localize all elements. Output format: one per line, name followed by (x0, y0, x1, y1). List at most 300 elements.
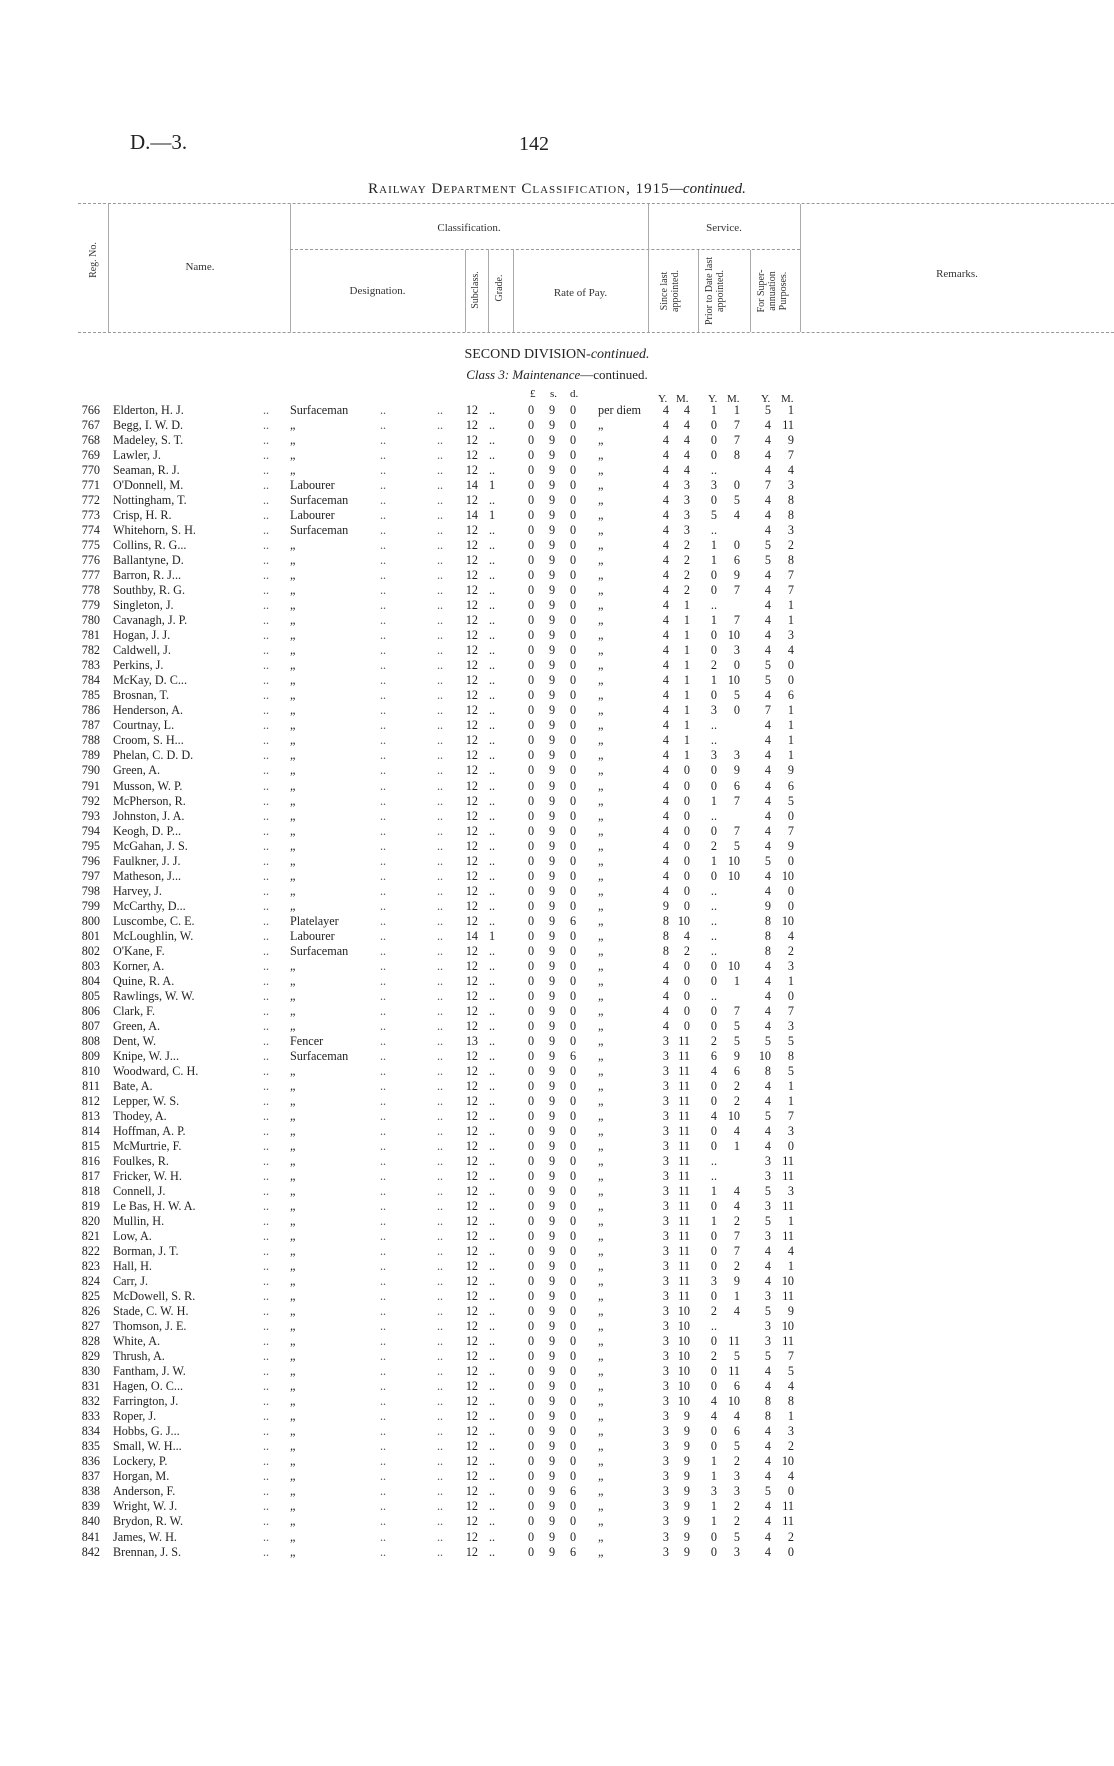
reg-no: 827 (81, 1319, 100, 1334)
leader-dots: .. (380, 1544, 387, 1559)
rate-shillings: 9 (549, 1379, 556, 1394)
prior-months: 9 (733, 568, 740, 583)
super-years: 4 (764, 1469, 771, 1484)
name: Croom, S. H... (113, 733, 184, 748)
since-months: 0 (683, 823, 690, 838)
rate-pounds: 0 (528, 523, 535, 538)
rate-shillings: 9 (549, 988, 556, 1003)
subclass: 12 (465, 883, 478, 898)
unit-pence: d. (570, 388, 579, 400)
since-months: 1 (683, 658, 690, 673)
since-years: 3 (662, 1214, 669, 1229)
rate-pounds: 0 (528, 1364, 535, 1379)
super-years: 5 (764, 1108, 771, 1123)
since-months: 3 (683, 493, 690, 508)
leader-dots: .. (380, 1003, 387, 1018)
subclass: 12 (465, 1454, 478, 1469)
name: Johnston, J. A. (113, 808, 185, 823)
grade: 1 (489, 928, 496, 943)
name: Hagen, O. C... (113, 1379, 184, 1394)
rate-period: „ (598, 1033, 604, 1048)
rate-pounds: 0 (528, 1514, 535, 1529)
subclass: 12 (465, 463, 478, 478)
leader-dots: .. (380, 1379, 387, 1394)
prior-months: 7 (733, 583, 740, 598)
table-row (0, 1454, 1114, 1469)
rate-shillings: 9 (549, 1274, 556, 1289)
subclass: 12 (465, 1469, 478, 1484)
since-months: 11 (678, 1169, 690, 1184)
designation: „ (290, 883, 296, 898)
grade: .. (489, 1078, 496, 1093)
since-years: 4 (662, 553, 669, 568)
table-row (0, 583, 1114, 598)
leader-dots: .. (437, 988, 444, 1003)
subclass: 12 (465, 898, 478, 913)
subclass: 12 (465, 1048, 478, 1063)
rate-pounds: 0 (528, 688, 535, 703)
since-years: 4 (662, 1003, 669, 1018)
super-months: 3 (787, 478, 794, 493)
designation: „ (290, 463, 296, 478)
name: Cavanagh, J. P. (113, 613, 188, 628)
leader-dots: .. (380, 1409, 387, 1424)
leader-dots: .. (263, 1244, 270, 1259)
rate-pounds: 0 (528, 1018, 535, 1033)
rate-period: „ (598, 973, 604, 988)
rate-shillings: 9 (549, 523, 556, 538)
super-months: 3 (787, 1184, 794, 1199)
since-months: 1 (683, 733, 690, 748)
table-row (0, 1409, 1114, 1424)
reg-no: 840 (81, 1514, 100, 1529)
rate-pence: 0 (570, 1349, 577, 1364)
super-months: 6 (787, 778, 794, 793)
rate-pence: 0 (570, 1184, 577, 1199)
name: Dent, W. (113, 1033, 156, 1048)
leader-dots: .. (380, 913, 387, 928)
leader-dots: .. (437, 763, 444, 778)
super-months: 7 (787, 568, 794, 583)
since-months: 9 (683, 1454, 690, 1469)
super-months: 1 (787, 748, 794, 763)
prior-years: 0 (710, 973, 717, 988)
prior-years: 2 (710, 1033, 717, 1048)
reg-no: 820 (81, 1214, 100, 1229)
name: Roper, J. (113, 1409, 157, 1424)
name: Rawlings, W. W. (113, 988, 195, 1003)
super-months: 8 (787, 493, 794, 508)
reg-no: 838 (81, 1484, 100, 1499)
prior-years: 5 (710, 508, 717, 523)
leader-dots: .. (263, 433, 270, 448)
designation: „ (290, 1289, 296, 1304)
super-years: 4 (764, 718, 771, 733)
rate-period: „ (598, 883, 604, 898)
rate-period: „ (598, 1274, 604, 1289)
super-years: 3 (764, 1319, 771, 1334)
since-years: 3 (662, 1093, 669, 1108)
reg-no: 788 (81, 733, 100, 748)
rate-pence: 0 (570, 898, 577, 913)
leader-dots: .. (437, 1063, 444, 1078)
prior-months: 10 (727, 673, 740, 688)
rate-pence: 0 (570, 538, 577, 553)
leader-dots: .. (380, 1033, 387, 1048)
prior-years: 6 (710, 1048, 717, 1063)
table-row (0, 989, 1114, 1004)
rate-pence: 0 (570, 1108, 577, 1123)
prior-years: 0 (710, 688, 717, 703)
prior-months: 10 (727, 853, 740, 868)
prior-months: 2 (733, 1454, 740, 1469)
rate-shillings: 9 (549, 1154, 556, 1168)
super-months: 2 (787, 1439, 794, 1454)
since-years: 3 (662, 1484, 669, 1499)
designation: „ (290, 1138, 296, 1153)
leader-dots: .. (380, 643, 387, 658)
super-months: 10 (781, 1319, 794, 1334)
rate-shillings: 9 (549, 568, 556, 583)
super-months: 11 (782, 418, 794, 433)
leader-dots: .. (263, 1214, 270, 1229)
prior-years: 0 (710, 1003, 717, 1018)
prior-years: 3 (710, 478, 717, 493)
designation: „ (290, 598, 296, 613)
grade: .. (489, 943, 496, 958)
rate-period: „ (598, 1349, 604, 1364)
rate-period: „ (598, 1018, 604, 1033)
super-years: 9 (764, 898, 771, 913)
rate-shillings: 9 (549, 553, 556, 568)
rate-pence: 0 (570, 973, 577, 988)
since-years: 3 (662, 1304, 669, 1319)
table-row (0, 703, 1114, 718)
reg-no: 803 (81, 958, 100, 973)
name: Ballantyne, D. (113, 553, 184, 568)
rate-shillings: 9 (549, 763, 556, 778)
grade: .. (489, 613, 496, 628)
reg-no: 837 (81, 1469, 100, 1484)
designation: „ (290, 1274, 296, 1289)
since-months: 10 (677, 1379, 690, 1394)
subclass: 12 (465, 1394, 478, 1409)
designation: „ (290, 1454, 296, 1469)
rate-shillings: 9 (549, 928, 556, 943)
subclass: 12 (465, 1319, 478, 1334)
name: McDowell, S. R. (113, 1289, 196, 1304)
leader-dots: .. (263, 853, 270, 868)
division-continued: -continued. (586, 347, 650, 362)
designation: „ (290, 1424, 296, 1439)
since-months: 3 (683, 523, 690, 538)
rate-shillings: 9 (549, 1529, 556, 1544)
designation: „ (290, 1544, 296, 1559)
leader-dots: .. (380, 418, 387, 433)
leader-dots: .. (437, 1003, 444, 1018)
rate-pounds: 0 (528, 1063, 535, 1078)
rate-shillings: 9 (549, 613, 556, 628)
leader-dots: .. (437, 1214, 444, 1229)
page-title (0, 181, 1114, 198)
super-months: 4 (787, 1244, 794, 1259)
name: Brennan, J. S. (113, 1544, 182, 1559)
grade: 1 (489, 508, 496, 523)
designation: Surfaceman (290, 403, 349, 417)
rate-period: „ (598, 928, 604, 943)
since-years: 3 (662, 1154, 669, 1168)
name: McKay, D. C... (113, 673, 188, 688)
leader-dots: .. (263, 1409, 270, 1424)
prior-years: 1 (710, 538, 717, 553)
grade: .. (489, 448, 496, 463)
grade: .. (489, 763, 496, 778)
leader-dots: .. (263, 1484, 270, 1499)
subclass: 12 (465, 1364, 478, 1379)
designation: „ (290, 823, 296, 838)
leader-dots: .. (263, 1078, 270, 1093)
leader-dots: .. (380, 1514, 387, 1529)
super-months: 0 (787, 898, 794, 913)
designation: „ (290, 1484, 296, 1499)
subclass: 12 (465, 1349, 478, 1364)
rate-shillings: 9 (549, 1123, 556, 1138)
unit-years-super: Y. (761, 393, 771, 405)
since-months: 9 (683, 1409, 690, 1424)
since-months: 4 (683, 928, 690, 943)
leader-dots: .. (380, 988, 387, 1003)
since-months: 3 (683, 508, 690, 523)
subclass: 12 (465, 1018, 478, 1033)
name: Foulkes, R. (113, 1154, 169, 1168)
table-row (0, 643, 1114, 658)
reg-no: 780 (81, 613, 100, 628)
reg-no: 808 (81, 1033, 100, 1048)
designation: „ (290, 988, 296, 1003)
rate-shillings: 9 (549, 1544, 556, 1559)
since-months: 1 (683, 703, 690, 718)
leader-dots: .. (263, 478, 270, 493)
subclass: 12 (465, 733, 478, 748)
leader-dots: .. (437, 958, 444, 973)
name: Wright, W. J. (113, 1499, 178, 1514)
since-months: 0 (683, 883, 690, 898)
designation: Surfaceman (290, 943, 349, 958)
rate-shillings: 9 (549, 868, 556, 883)
rate-pence: 0 (570, 1229, 577, 1244)
table-row (0, 628, 1114, 643)
rate-period: „ (598, 1048, 604, 1063)
super-months: 1 (787, 1078, 794, 1093)
reg-no: 794 (81, 823, 100, 838)
leader-dots: .. (437, 523, 444, 538)
grade: .. (489, 538, 496, 553)
super-months: 11 (782, 1154, 794, 1168)
subclass: 12 (465, 808, 478, 823)
rate-pence: 0 (570, 1093, 577, 1108)
name: Hall, H. (113, 1259, 152, 1274)
super-years: 5 (764, 853, 771, 868)
since-months: 4 (683, 463, 690, 478)
leader-dots: .. (437, 433, 444, 448)
unit-months-since: M. (676, 393, 689, 405)
rate-pence: 0 (570, 1274, 577, 1289)
subclass: 12 (465, 568, 478, 583)
since-years: 3 (662, 1454, 669, 1469)
since-years: 4 (662, 598, 669, 613)
since-years: 4 (662, 613, 669, 628)
rate-pence: 0 (570, 1394, 577, 1409)
unit-months-prior: M. (727, 393, 740, 405)
designation: Fencer (290, 1033, 324, 1048)
prior-years: 0 (710, 1529, 717, 1544)
reg-no: 771 (81, 478, 100, 493)
designation: „ (290, 793, 296, 808)
since-months: 1 (683, 748, 690, 763)
since-months: 2 (683, 943, 690, 958)
header-classification: Classification. (437, 222, 501, 234)
leader-dots: .. (437, 493, 444, 508)
name: Southby, R. G. (113, 583, 186, 598)
header-subclass: Subclass. (470, 271, 481, 309)
super-years: 5 (764, 1349, 771, 1364)
prior-years: 1 (710, 1454, 717, 1469)
super-months: 10 (781, 1274, 794, 1289)
leader-dots: .. (263, 1424, 270, 1439)
since-years: 3 (662, 1499, 669, 1514)
table-row (0, 433, 1114, 448)
prior-years: 0 (710, 1018, 717, 1033)
reg-no: 786 (81, 703, 100, 718)
grade: .. (489, 703, 496, 718)
super-years: 8 (764, 1394, 771, 1409)
since-months: 11 (678, 1123, 690, 1138)
rate-pounds: 0 (528, 1199, 535, 1214)
rate-pence: 0 (570, 673, 577, 688)
reg-no: 815 (81, 1138, 100, 1153)
prior-months: 7 (733, 1229, 740, 1244)
rate-pounds: 0 (528, 1454, 535, 1469)
rate-pence: 0 (570, 478, 577, 493)
name: Clark, F. (113, 1003, 156, 1018)
rate-pounds: 0 (528, 1499, 535, 1514)
grade: .. (489, 598, 496, 613)
designation: „ (290, 658, 296, 673)
reg-no: 818 (81, 1184, 100, 1199)
reg-no: 768 (81, 433, 100, 448)
leader-dots: .. (380, 748, 387, 763)
rate-pounds: 0 (528, 1003, 535, 1018)
leader-dots: .. (263, 1274, 270, 1289)
rate-pence: 0 (570, 1514, 577, 1529)
leader-dots: .. (437, 538, 444, 553)
reg-no: 812 (81, 1093, 100, 1108)
leader-dots: .. (263, 793, 270, 808)
rate-period: „ (598, 853, 604, 868)
leader-dots: .. (263, 1499, 270, 1514)
rate-period: „ (598, 1409, 604, 1424)
rate-shillings: 9 (549, 1514, 556, 1529)
prior-years: 3 (710, 1274, 717, 1289)
super-months: 0 (787, 808, 794, 823)
grade: .. (489, 1063, 496, 1078)
rate-period: „ (598, 1499, 604, 1514)
subclass: 12 (465, 748, 478, 763)
since-years: 4 (662, 823, 669, 838)
rate-pence: 0 (570, 1003, 577, 1018)
leader-dots: .. (263, 1544, 270, 1559)
since-months: 10 (677, 1394, 690, 1409)
name: Brydon, R. W. (113, 1514, 184, 1529)
rate-shillings: 9 (549, 1048, 556, 1063)
rate-pounds: 0 (528, 433, 535, 448)
name: Crisp, H. R. (113, 508, 172, 523)
subclass: 12 (465, 673, 478, 688)
leader-dots: .. (437, 793, 444, 808)
since-years: 3 (662, 1108, 669, 1123)
rate-period: „ (598, 493, 604, 508)
leader-dots: .. (380, 703, 387, 718)
table-row (0, 1109, 1114, 1124)
since-months: 11 (678, 1108, 690, 1123)
since-months: 11 (678, 1274, 690, 1289)
rate-period: „ (598, 1169, 604, 1184)
leader-dots: .. (380, 403, 387, 417)
super-years: 4 (764, 1439, 771, 1454)
rate-pence: 0 (570, 1123, 577, 1138)
unit-pounds: £ (530, 388, 536, 400)
leader-dots: .. (380, 958, 387, 973)
table-row (0, 1319, 1114, 1334)
subclass: 12 (465, 1514, 478, 1529)
rate-pounds: 0 (528, 1289, 535, 1304)
name: Connell, J. (113, 1184, 166, 1199)
designation: Labourer (290, 478, 335, 493)
designation: „ (290, 628, 296, 643)
leader-dots: .. (380, 673, 387, 688)
rate-shillings: 9 (549, 1499, 556, 1514)
grade: .. (489, 793, 496, 808)
reg-no: 805 (81, 988, 100, 1003)
leader-dots: .. (263, 1454, 270, 1469)
leader-dots: .. (437, 808, 444, 823)
table-row (0, 538, 1114, 553)
reg-no: 842 (81, 1544, 100, 1559)
rate-pounds: 0 (528, 1184, 535, 1199)
super-months: 4 (787, 928, 794, 943)
subclass: 12 (465, 598, 478, 613)
prior-months: 3 (733, 1484, 740, 1499)
super-months: 11 (782, 1199, 794, 1214)
grade: .. (489, 1304, 496, 1319)
since-years: 4 (662, 1018, 669, 1033)
super-years: 4 (764, 433, 771, 448)
prior-months: 9 (733, 763, 740, 778)
leader-dots: .. (263, 613, 270, 628)
super-months: 7 (787, 823, 794, 838)
rate-pence: 0 (570, 1379, 577, 1394)
rate-pence: 0 (570, 1334, 577, 1349)
since-months: 4 (683, 433, 690, 448)
rate-pounds: 0 (528, 538, 535, 553)
super-months: 6 (787, 688, 794, 703)
rate-pence: 0 (570, 1454, 577, 1469)
since-years: 3 (662, 1529, 669, 1544)
super-years: 4 (764, 448, 771, 463)
leader-dots: .. (263, 988, 270, 1003)
super-months: 1 (787, 703, 794, 718)
super-months: 1 (787, 1093, 794, 1108)
